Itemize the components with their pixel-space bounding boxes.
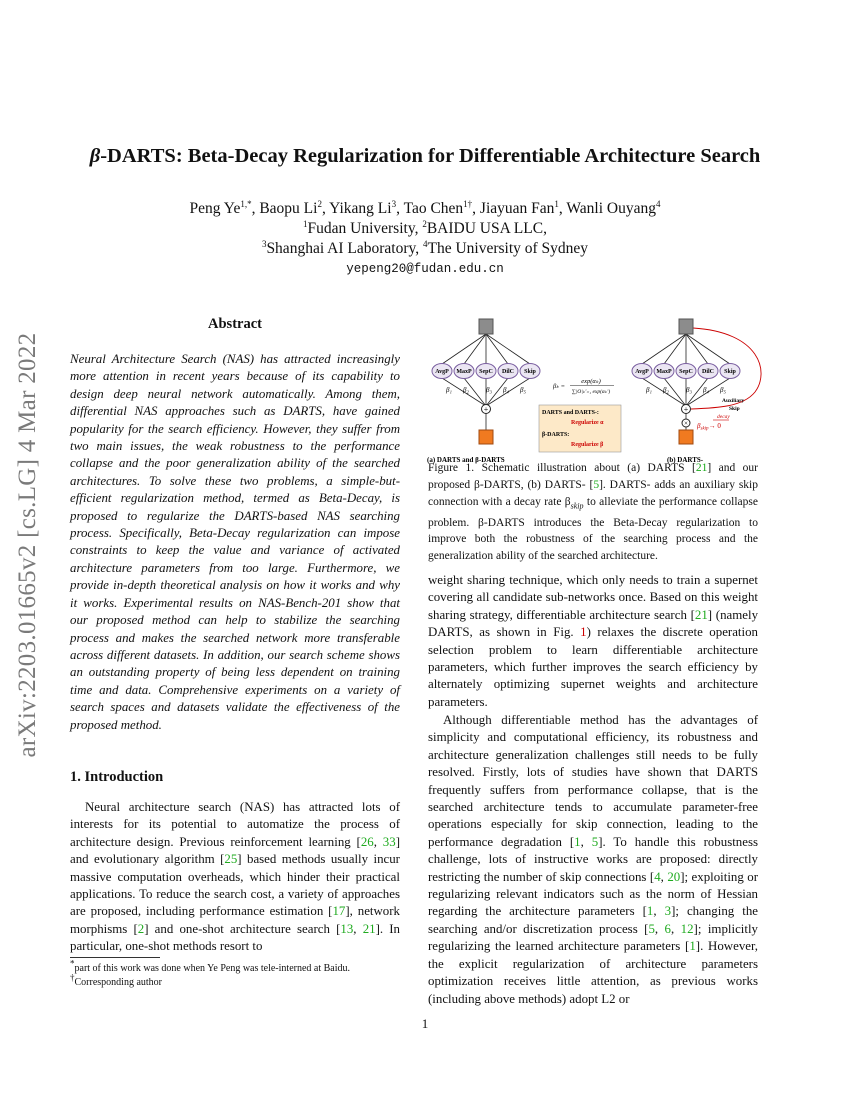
op-label: MaxP xyxy=(456,369,472,375)
text-run: , xyxy=(671,921,681,936)
op-nodes-a xyxy=(432,364,540,379)
text-run: ]. In particular, one-shot methods resort to xyxy=(70,921,400,954)
intro-heading-text: 1. Introduction xyxy=(70,769,164,785)
beta-label: β₁ xyxy=(646,386,652,394)
text-run: ] and one-shot architecture search [ xyxy=(144,921,341,936)
beta-labels-a xyxy=(445,386,526,394)
citation-link[interactable]: 20 xyxy=(667,869,681,884)
aff-sup: 1 xyxy=(303,218,308,229)
author-sup: 2 xyxy=(317,198,322,209)
citation-link[interactable]: 1 xyxy=(646,904,654,919)
citation-link[interactable]: 12 xyxy=(680,921,694,936)
figure-link[interactable]: 1 xyxy=(580,625,587,640)
text-run: ]. To handle this robustness challenge, lots of instructive works are proposed: directly restricting the number of skip connections [ xyxy=(428,834,758,884)
text-run: ] (namely DARTS, as shown in Fig. xyxy=(428,607,759,640)
beta-skip-sub: skip xyxy=(700,426,709,432)
beta-label: β₅ xyxy=(520,386,526,394)
softmax-formula xyxy=(552,378,614,395)
citation-link[interactable]: 1 xyxy=(574,834,581,849)
author-email[interactable]: yepeng20@fudan.edu.cn xyxy=(346,262,504,276)
author-list: Peng $Ye^{1,*}$, Baopu Li$^2$, Yikang Li$^3$, Tao Chen$^{1\dagger}$, Jiayuan Fan$^1$, Wanli Ouyang$^4$ xyxy=(189,198,661,217)
formula-denominator: ∑|O|ₖ'₌₁ exp(αₖ') xyxy=(571,389,611,395)
plus-icon: + xyxy=(483,405,489,414)
citation-link[interactable]: 17 xyxy=(332,904,346,919)
author-name: Yikang Li xyxy=(329,200,392,217)
author-sup: 3 xyxy=(391,198,397,209)
op-label: DilC xyxy=(702,369,714,375)
beta-labels-b xyxy=(645,386,726,394)
text-run: Neural architecture search (NAS) has attracted lots of interests for its potential to automatize the process of architecture design. Previous reinforcement learning [ xyxy=(70,800,400,849)
title-beta: β xyxy=(89,145,101,167)
author-sup: 4 xyxy=(655,198,661,209)
aux-label-2: Skip xyxy=(729,406,740,412)
citation-link[interactable]: 21 xyxy=(362,921,376,936)
footnote-rule xyxy=(70,957,160,958)
text-run: Although differentiable method has the advantages of simplicity and computational efficiency, its robustness and architecture generalization challenges still needs to be fully resolved. Firstly, lots of studies have shown that DARTS frequently suffers from performance collapse, that is the searched architecture tends to accumulate parameter-free operations especially for skip connection, leading to the performance degradation [ xyxy=(428,713,758,849)
panel-b-label: (b) DARTS- xyxy=(667,456,704,464)
beta-label: β₅ xyxy=(720,386,726,394)
beta-label: β₄ xyxy=(503,386,509,394)
aff-sup: 3 xyxy=(261,238,267,249)
affiliation-line-1 xyxy=(0,220,850,238)
citation-link[interactable]: 1 xyxy=(689,939,696,954)
formula-numerator: exp(αₖ) xyxy=(581,378,601,385)
text-run: ] based methods usually incur massive computation overheads, which hinder their practical applications. To reduce the search cost, a variety of approaches are proposed, including performance estimation [ xyxy=(70,852,400,919)
text-run: , xyxy=(353,921,363,936)
text-run: ] and our proposed β-DARTS, (b) DARTS- [ xyxy=(428,462,759,491)
op-label: AvgP xyxy=(635,369,649,375)
text-run: ]; changing the searching and/or discretization process [ xyxy=(428,904,758,936)
text-run: , xyxy=(654,921,665,936)
multiply-icon: × xyxy=(684,419,688,428)
output-node-b xyxy=(679,430,693,444)
text-run: , xyxy=(653,904,665,919)
paper-title xyxy=(70,145,780,168)
citation-link[interactable]: 5 xyxy=(591,834,599,849)
author-name: Wanli Ouyang xyxy=(566,200,656,217)
citation-link[interactable]: 25 xyxy=(224,852,238,867)
text-run: ], network morphisms [ xyxy=(70,904,400,936)
op-label: AvgP xyxy=(435,369,449,375)
op-nodes-b xyxy=(632,364,740,379)
citation-link[interactable]: 13 xyxy=(340,921,354,936)
citation-link[interactable]: 5 xyxy=(648,921,655,936)
author-name: Tao Chen xyxy=(403,200,464,217)
subscript: skip xyxy=(570,500,584,510)
intro-heading xyxy=(70,769,163,786)
citation-link[interactable]: 6 xyxy=(664,921,671,936)
op-label: Skip xyxy=(524,369,536,375)
intro-paragraph xyxy=(70,799,400,956)
abstract-body: Neural Architecture Search (NAS) has attracted increasingly more attention in recent years because of its capability to design deep neural network automatically. Among them, differential NAS approaches such as DARTS, have gained popularity for the search efficiency. However, they suffer from two main issues, the weak robustness to the performance collapse and the poor generalization ability of the searched architectures. To solve these two problems, a simple-but-efficient regularization method, termed as Beta-Decay, is proposed to regularize the DARTS-based NAS searching process. Specifically, Beta-Decay regularization can impose constraints to keep the value and variance of activated architecture parameters from too large. Furthermore, we provide in-depth theoretical analysis on how it works and why it works. Experimental results on NAS-Bench-201 show that our proposed method can help to stabilize the searching process and makes the searched network more transferable across different datasets. In addition, our search scheme shows an outstanding property of being less dependent on training time and data. Comprehensive experiments on a variety of search spaces and datasets validate the effectiveness of the proposed method. xyxy=(70,352,400,732)
footnote-1 xyxy=(70,958,410,976)
arxiv-id: arXiv:2203.01665v2 [cs.LG] 4 Mar 2022 xyxy=(14,332,41,758)
text-run: ) relaxes the discrete operation selection problem to learn differentiable architecture parameters, which further improves the search efficiency by alternately optimizing supernet weights and architecture parameters. xyxy=(428,625,758,709)
author-sup: 1,* xyxy=(240,198,252,209)
beta-skip-symbol: β xyxy=(697,422,701,430)
footnote-mark: † xyxy=(70,972,75,983)
text-run: to alleviate the performance collapse problem. β-DARTS introduces the Beta-Decay regularization to improve both the robustness of the searching process and the generalization ability of the searched architecture. xyxy=(428,495,758,563)
op-label: Skip xyxy=(724,369,736,375)
beta-label: β₁ xyxy=(446,386,452,394)
panel-a-label: (a) DARTS and β-DARTS xyxy=(427,456,505,464)
beta-label: β₃ xyxy=(486,386,492,394)
text-run: , xyxy=(580,834,592,849)
text-run: , xyxy=(373,834,383,849)
text-run: ]. DARTS- adds an auxiliary skip connection with a decay rate β xyxy=(428,478,758,508)
text-run: ]; implicitly regularizing the learned architecture parameters [ xyxy=(428,921,758,954)
citation-link[interactable]: 26 xyxy=(360,834,374,849)
page-number: 1 xyxy=(421,1016,429,1031)
text-run: weight sharing technique, which only needs to train a supernet covering all candidate sub-networks once. Based on this weight sharing strategy, differentiable architecture search [ xyxy=(428,573,758,622)
arxiv-sidebar xyxy=(8,290,48,800)
decay-label: decay xyxy=(717,414,730,420)
footnote-text: Corresponding author xyxy=(74,977,162,988)
text-run: Figure 1. Schematic illustration about (a) DARTS [ xyxy=(428,462,696,474)
figure-1 xyxy=(425,312,770,464)
aff-text: BAIDU USA LLC, xyxy=(426,220,547,237)
op-label: SepC xyxy=(479,369,493,375)
author-sup: 1† xyxy=(463,198,473,209)
author-name: Baopu Li xyxy=(259,200,318,217)
abstract-heading-text: Abstract xyxy=(208,316,262,332)
output-node-a xyxy=(479,430,493,444)
citation-link[interactable]: 2 xyxy=(137,921,145,936)
legend-item-b: Regularize β xyxy=(571,442,604,448)
citation-link[interactable]: 21 xyxy=(694,607,708,622)
abstract-heading xyxy=(70,316,400,333)
right-paragraph-2 xyxy=(428,712,758,1008)
footnote-text: part of this work was done when Ye Peng was tele-interned at Baidu. xyxy=(74,963,350,974)
aff-sup: 4 xyxy=(422,238,428,249)
panel-a-edges xyxy=(442,334,530,430)
footnotes xyxy=(70,958,410,990)
aff-text: The University of Sydney xyxy=(427,240,589,257)
legend-item-a: Regularize α xyxy=(571,420,604,426)
text-run: ]; exploiting or regularizing relevant indicators such as the norm of Hessian regarding the architecture parameters [ xyxy=(428,869,759,919)
citation-link[interactable]: 33 xyxy=(382,834,396,849)
beta-label: β₄ xyxy=(703,386,709,394)
figure-caption xyxy=(428,460,758,565)
title-text: -DARTS: Beta-Decay Regularization for Differentiable Architecture Search xyxy=(100,145,761,167)
affiliation-line-2 xyxy=(0,240,850,258)
right-paragraph-1 xyxy=(428,572,758,711)
aff-sup: 2 xyxy=(422,218,427,229)
citation-link[interactable]: 4 xyxy=(654,869,661,884)
formula-lhs: βₖ = xyxy=(553,383,566,390)
text-run: ]. However, the explicit regularization of architecture parameters optimization receives little attention, as previous works (including above methods) adopt L2 or xyxy=(428,939,758,1006)
author-name: Jiayuan Fan xyxy=(479,200,555,217)
citation-link[interactable]: 3 xyxy=(664,904,672,919)
beta-label: β₃ xyxy=(686,386,692,394)
input-node-a xyxy=(479,319,493,334)
beta-skip-arrow: → 0 xyxy=(708,422,721,430)
beta-skip xyxy=(696,422,721,432)
author-name: Peng Ye xyxy=(189,200,241,217)
plus-icon: + xyxy=(683,405,689,414)
footnote-mark: * xyxy=(70,958,75,969)
text-run: , xyxy=(660,869,668,884)
beta-label: β₂ xyxy=(663,386,669,394)
aff-text: Shanghai AI Laboratory, xyxy=(266,240,423,257)
op-label: SepC xyxy=(679,369,693,375)
input-node-b xyxy=(679,319,693,334)
aff-text: Fudan University, xyxy=(307,220,423,237)
citation-link[interactable]: 5 xyxy=(593,478,600,491)
beta-label: β₂ xyxy=(463,386,469,394)
legend-title-b: β-DARTS: xyxy=(542,432,570,438)
text-run: ] and evolutionary algorithm [ xyxy=(70,834,400,867)
footnote-2 xyxy=(70,972,410,990)
legend-title-a: DARTS and DARTS-: xyxy=(542,410,599,416)
op-label: MaxP xyxy=(656,369,672,375)
op-label: DilC xyxy=(502,369,514,375)
citation-link[interactable]: 21 xyxy=(695,462,708,474)
author-sup: 1 xyxy=(554,198,559,209)
aux-label-1: Auxiliary xyxy=(722,398,745,404)
